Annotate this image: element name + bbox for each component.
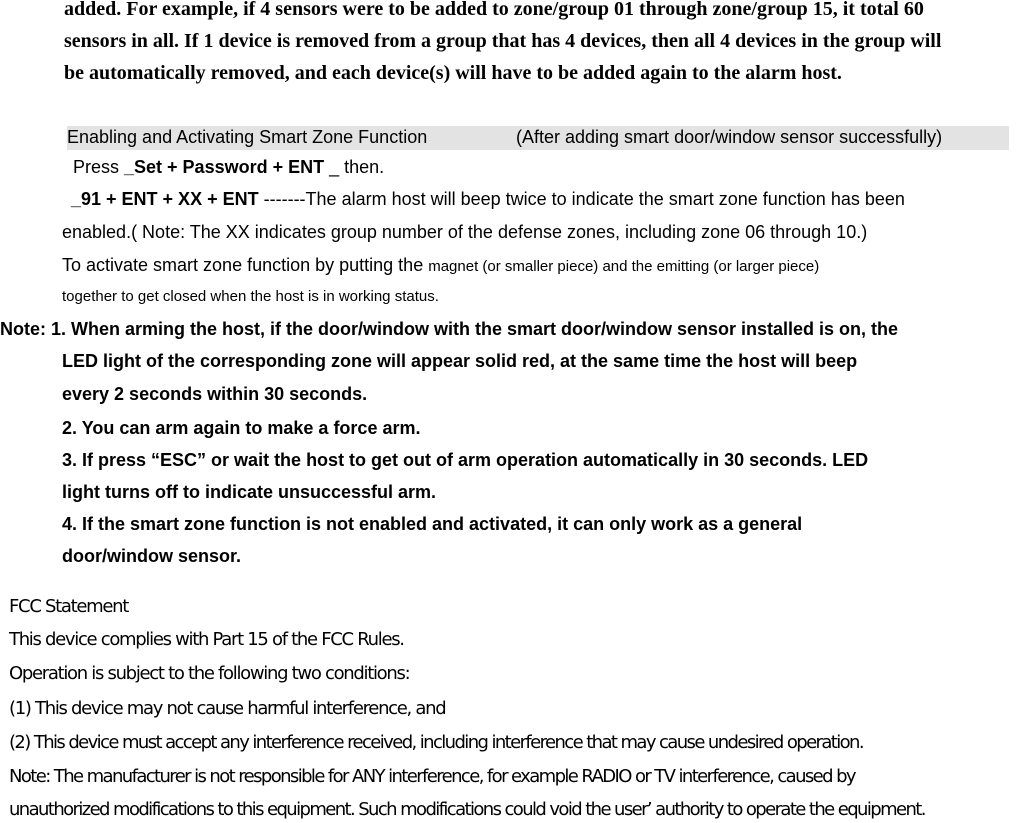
note-3-line-1: 3. If press “ESC” or wait the host to get out of arm operation automatically in 30 seconds. LED bbox=[62, 450, 869, 470]
section-heading-note: (After adding smart door/window sensor successfully) bbox=[516, 127, 943, 147]
fcc-line-4: (2) This device must accept any interference received, including interference that may cause undesired operation. bbox=[9, 732, 863, 753]
note-1-line-1: Note: 1. When arming the host, if the door/window with the smart door/window sensor installed is on, the bbox=[0, 319, 899, 339]
fcc-line-3: (1) This device may not cause harmful interference, and bbox=[9, 698, 446, 719]
note-4-line-1: 4. If the smart zone function is not enabled and activated, it can only work as a general bbox=[62, 514, 803, 534]
press-prefix: Press bbox=[73, 157, 125, 177]
command-instruction bbox=[71, 189, 905, 210]
press-keys: _Set + Password + ENT bbox=[124, 157, 325, 177]
command-description: -------The alarm host will beep twice to indicate the smart zone function has been bbox=[258, 189, 905, 209]
note-4-line-2: door/window sensor. bbox=[62, 546, 242, 566]
note-3-line-2: light turns off to indicate unsuccessful arm. bbox=[62, 482, 437, 502]
press-instruction bbox=[73, 157, 384, 178]
fcc-line-1: This device complies with Part 15 of the FCC Rules. bbox=[9, 629, 404, 650]
section-heading: Enabling and Activating Smart Zone Function bbox=[67, 127, 428, 147]
activate-instruction bbox=[62, 255, 819, 276]
fcc-line-6: unauthorized modifications to this equipment. Such modifications could void the user’ authority to operate the equipment. bbox=[9, 799, 925, 820]
note-1-line-3: every 2 seconds within 30 seconds. bbox=[62, 384, 368, 404]
activate-part-b: magnet (or smaller piece) and the emitting (or larger piece) bbox=[428, 258, 820, 275]
note-1-line-2: LED light of the corresponding zone will appear solid red, at the same time the host will beep bbox=[62, 351, 858, 371]
intro-line-2: sensors in all. If 1 device is removed from a group that has 4 devices, then all 4 devices in the group will bbox=[64, 30, 942, 52]
fcc-line-2: Operation is subject to the following two conditions: bbox=[9, 663, 410, 684]
press-suffix: _ then. bbox=[324, 157, 385, 177]
command-keys: _91 + ENT + XX + ENT bbox=[71, 189, 259, 209]
activate-part-a: To activate smart zone function by putting the bbox=[62, 255, 429, 275]
note-2: 2. You can arm again to make a force arm. bbox=[62, 418, 421, 438]
intro-line-3: be automatically removed, and each device(s) will have to be added again to the alarm host. bbox=[64, 62, 842, 84]
activate-instruction-2: together to get closed when the host is in working status. bbox=[62, 288, 439, 305]
command-description-2: enabled.( Note: The XX indicates group number of the defense zones, including zone 06 through 10.) bbox=[62, 222, 868, 242]
intro-line-1: added. For example, if 4 sensors were to be added to zone/group 01 through zone/group 15, it total 60 bbox=[64, 0, 924, 20]
fcc-line-5: Note: The manufacturer is not responsible for ANY interference, for example RADIO or TV interference, caused by bbox=[9, 766, 855, 787]
fcc-title: FCC Statement bbox=[9, 596, 129, 617]
